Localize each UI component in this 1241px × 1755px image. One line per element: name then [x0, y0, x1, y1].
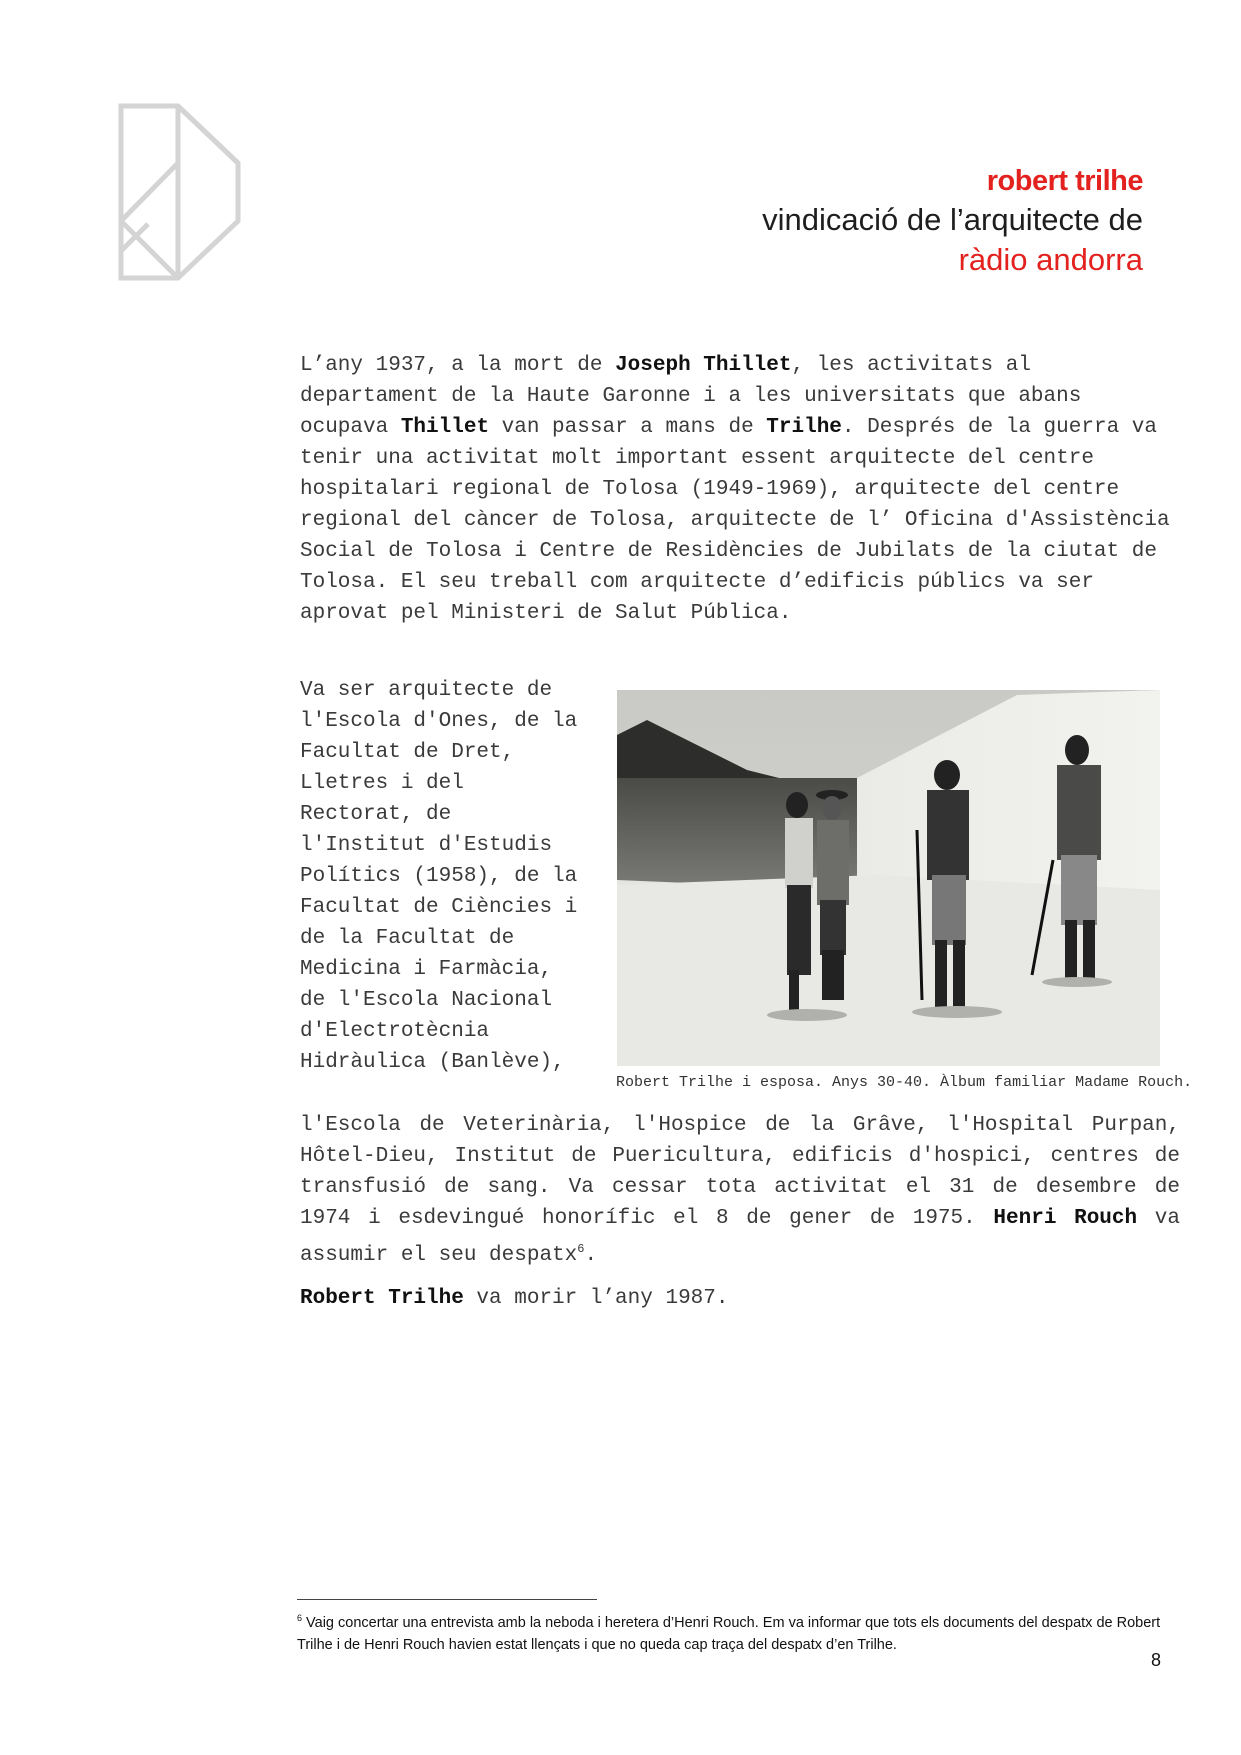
- footnote-divider: [297, 1599, 597, 1600]
- paragraph-1: L’any 1937, a la mort de Joseph Thillet, les activitats al departament de la Haute Garonne i a les universitats que abans ocupava Thillet van passar a mans de Trilhe. Després de la guerra va tenir una activitat molt important essent arquitecte del centre hospitalari regional de Tolosa (1949-1969), arquitecte del centre regional del càncer de Tolosa, arquitecte de l’ Oficina d'Assistència Social de Tolosa i Centre de Residències de Jubilats de la ciutat de Tolosa. El seu treball com arquitecte d’edificis públics va ser aprovat pel Ministeri de Salut Pública.: [300, 354, 1170, 625]
- header-title: robert trilhe: [986, 165, 1143, 197]
- paragraph-4: Robert Trilhe va morir l’any 1987.: [300, 1287, 729, 1310]
- paragraph-2: Va ser arquitecte de l'Escola d'Ones, de la Facultat de Dret, Lletres i del Rectorat, de l'Institut d'Estudis Polítics (1958), de la Facultat de Ciències i de la Facultat de Medicina i Farmàcia, de l'Escola Nacional d'Electrotècnia Hidràulica (Banlève),: [300, 679, 578, 1074]
- photo-image: [617, 690, 1160, 1066]
- footnote-text: Vaig concertar una entrevista amb la neboda i heretera d’Henri Rouch. Em va informar que tots els documents del despatx de Robert Trilhe i de Henri Rouch havien estat llençats i que no queda cap traça del despatx d’en Trilhe.: [297, 1614, 1161, 1653]
- document-header: [762, 162, 1143, 280]
- photo-caption: Robert Trilhe i esposa. Anys 30-40. Àlbum familiar Madame Rouch.: [616, 1074, 1193, 1091]
- footnote-number: 6: [297, 1613, 303, 1623]
- logo-icon: [118, 103, 242, 281]
- header-subtitle-accent: ràdio andorra: [958, 242, 1143, 277]
- page-number: 8: [1150, 1650, 1161, 1670]
- footnote: [297, 1607, 1177, 1656]
- paragraph-3: l'Escola de Veterinària, l'Hospice de la Grâve, l'Hospital Purpan, Hôtel-Dieu, Institut de Puericultura, edificis d'hospici, centres de transfusió de sang. Va cessar tota activitat el 31 de desembre de 1974 i esdevingué honorífic el 8 de gener de 1975. Henri Rouch va assumir el seu despatx$^6$.: [300, 1114, 1181, 1267]
- header-subtitle: vindicació de l’arquitecte de: [762, 202, 1143, 237]
- footnote-reference[interactable]: 6: [577, 1242, 585, 1256]
